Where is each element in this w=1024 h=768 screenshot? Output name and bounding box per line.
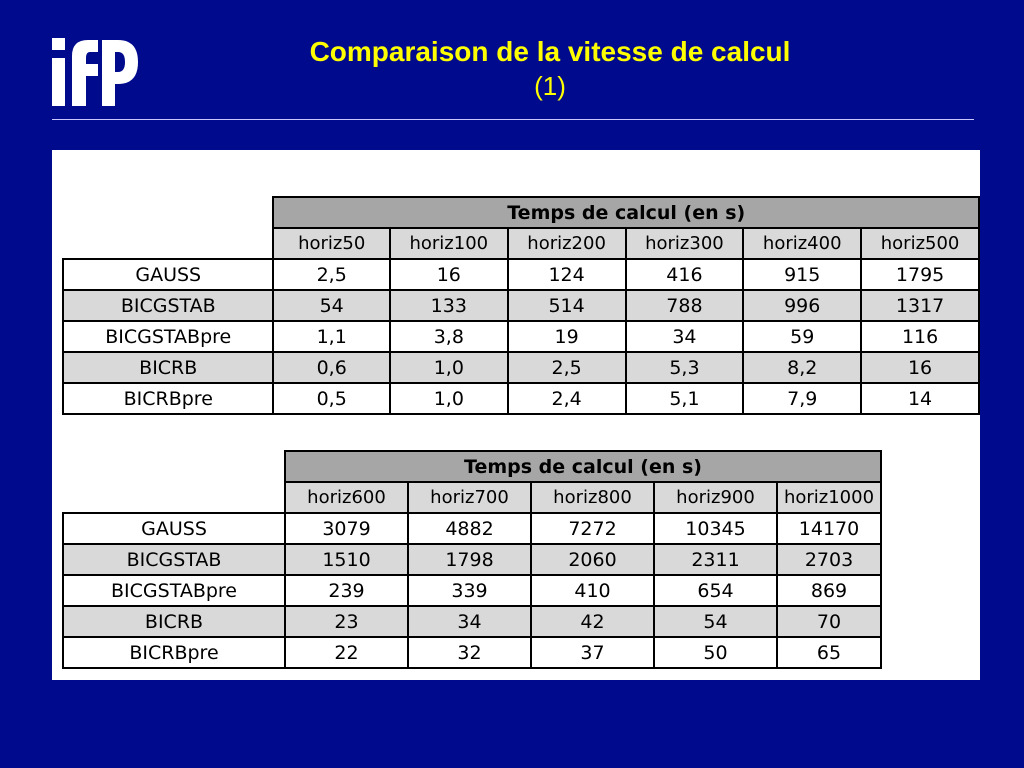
table-row [63,513,881,544]
table-cell: 339 [408,575,531,606]
table-cell: 50 [654,637,777,668]
table-row [63,637,881,668]
row-label: GAUSS [63,513,285,544]
column-header: horiz600 [285,482,408,513]
table-row [63,606,881,637]
title-divider [52,119,974,120]
table-cell: 2,5 [508,352,626,383]
table-cell: 22 [285,637,408,668]
column-header: horiz900 [654,482,777,513]
table-cell: 16 [390,259,508,290]
table-cell: 1510 [285,544,408,575]
table-corner [63,482,285,513]
table-cell: 2311 [654,544,777,575]
table-cell: 1795 [861,259,979,290]
table-cell: 42 [531,606,654,637]
tables-panel [52,150,980,680]
column-header: horiz700 [408,482,531,513]
table-cell: 59 [743,321,861,352]
table-cell: 0,5 [273,383,389,414]
table-cell: 410 [531,575,654,606]
table-cell: 16 [861,352,979,383]
table-corner [63,197,273,228]
table-cell: 788 [626,290,744,321]
table-cell: 654 [654,575,777,606]
table-cell: 1,0 [390,352,508,383]
table-cell: 124 [508,259,626,290]
table-cell: 2703 [777,544,881,575]
table-cell: 37 [531,637,654,668]
table-cell: 1,0 [390,383,508,414]
table-cell: 65 [777,637,881,668]
column-header: horiz100 [390,228,508,259]
table-cell: 54 [273,290,389,321]
table-cell: 23 [285,606,408,637]
table-cell: 14170 [777,513,881,544]
row-label: BICRB [63,606,285,637]
row-label: BICRBpre [63,383,273,414]
table-cell: 34 [408,606,531,637]
column-header: horiz1000 [777,482,881,513]
table-cell: 5,3 [626,352,744,383]
row-label: BICRBpre [63,637,285,668]
table-corner [63,451,285,482]
column-header: horiz500 [861,228,979,259]
row-label: BICGSTAB [63,544,285,575]
table-cell: 2,4 [508,383,626,414]
title-line-1: Comparaison de la vitesse de calcul [309,36,791,67]
table-cell: 32 [408,637,531,668]
table-cell: 2,5 [273,259,389,290]
table-cell: 7272 [531,513,654,544]
timing-table-2 [62,450,882,669]
group-header: Temps de calcul (en s) [285,451,881,482]
table-row [63,544,881,575]
table-cell: 1,1 [273,321,389,352]
ifp-logo [50,36,140,108]
table-corner [63,228,273,259]
table-cell: 8,2 [743,352,861,383]
table-cell: 34 [626,321,744,352]
row-label: BICGSTABpre [63,575,285,606]
table-cell: 1317 [861,290,979,321]
table-row [63,352,979,383]
column-header: horiz400 [743,228,861,259]
row-label: BICRB [63,352,273,383]
table-cell: 4882 [408,513,531,544]
table-cell: 2060 [531,544,654,575]
table-cell: 0,6 [273,352,389,383]
table-cell: 1798 [408,544,531,575]
column-header: horiz200 [508,228,626,259]
column-header: horiz800 [531,482,654,513]
row-label: BICGSTAB [63,290,273,321]
table-cell: 996 [743,290,861,321]
table-cell: 7,9 [743,383,861,414]
title-line-2: (1) [534,71,566,101]
column-header: horiz50 [273,228,389,259]
table-cell: 514 [508,290,626,321]
table-cell: 133 [390,290,508,321]
table-cell: 3079 [285,513,408,544]
table-cell: 5,1 [626,383,744,414]
table-cell: 116 [861,321,979,352]
table-row [63,383,979,414]
table-cell: 239 [285,575,408,606]
table-cell: 70 [777,606,881,637]
table-cell: 10345 [654,513,777,544]
table-cell: 416 [626,259,744,290]
table-cell: 3,8 [390,321,508,352]
row-label: GAUSS [63,259,273,290]
table-row [63,290,979,321]
table-row [63,321,979,352]
column-header: horiz300 [626,228,744,259]
table-cell: 14 [861,383,979,414]
row-label: BICGSTABpre [63,321,273,352]
slide-title [150,34,950,102]
group-header: Temps de calcul (en s) [273,197,979,228]
table-cell: 19 [508,321,626,352]
table-row [63,259,979,290]
table-cell: 869 [777,575,881,606]
table-cell: 54 [654,606,777,637]
timing-table-1 [62,196,980,415]
table-row [63,575,881,606]
table-cell: 915 [743,259,861,290]
